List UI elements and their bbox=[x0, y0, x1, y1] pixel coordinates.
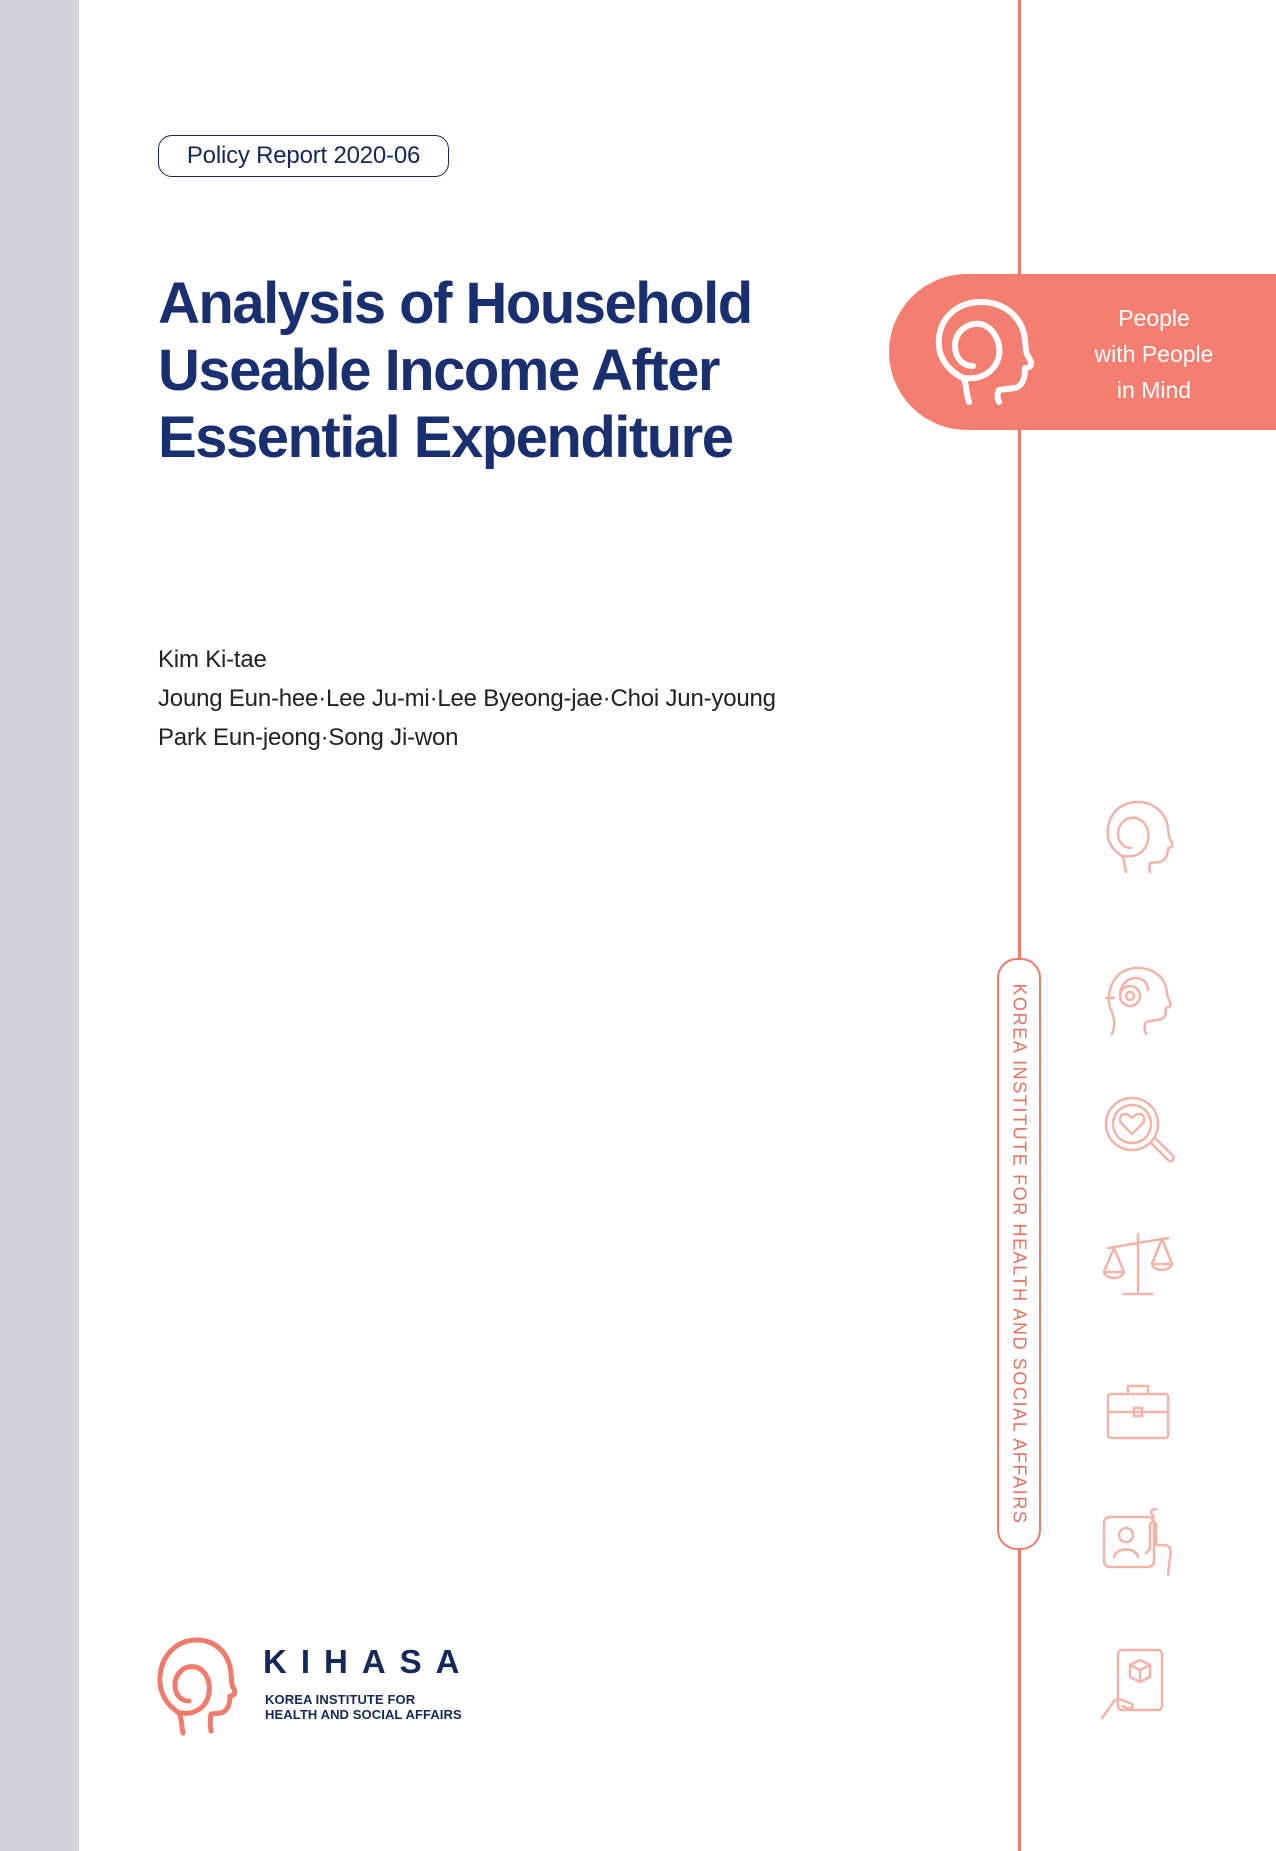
slogan-line-2: with People bbox=[1094, 341, 1214, 367]
logo-sub-line-1: KOREA INSTITUTE FOR bbox=[265, 1692, 416, 1707]
vertical-label-text: KOREA INSTITUTE FOR HEALTH AND SOCIAL AFFAIRS bbox=[1009, 983, 1030, 1525]
touch-screen-person-icon bbox=[1098, 1505, 1178, 1585]
logo-sub-line-2: HEALTH AND SOCIAL AFFAIRS bbox=[265, 1707, 462, 1722]
slogan-line-1: People bbox=[1118, 305, 1190, 331]
series-label: Policy Report 2020-06 bbox=[158, 135, 449, 177]
title-line-1: Analysis of Household bbox=[158, 271, 752, 336]
balance-scale-icon bbox=[1098, 1222, 1178, 1302]
heart-magnifier-icon bbox=[1098, 1090, 1178, 1170]
title-line-2: Useable Income After bbox=[158, 338, 719, 403]
head-profile-icon bbox=[1098, 796, 1178, 876]
author-line-2: Joung Eun-hee·Lee Ju-mi·Lee Byeong-jae·Choi Jun-young bbox=[158, 685, 776, 712]
author-line-3: Park Eun-jeong·Song Ji-won bbox=[158, 724, 459, 751]
slogan-pill bbox=[889, 274, 1276, 430]
title-line-3: Essential Expenditure bbox=[158, 405, 733, 470]
institute-vertical-label bbox=[997, 958, 1041, 1550]
head-profile-icon bbox=[925, 294, 1041, 410]
slogan-line-3: in Mind bbox=[1116, 377, 1192, 403]
logo-subtitle bbox=[265, 1692, 462, 1722]
slogan-text bbox=[1059, 300, 1249, 408]
kihasa-logo bbox=[155, 1635, 555, 1745]
logo-name: KIHASA bbox=[263, 1643, 474, 1680]
author-list bbox=[158, 640, 776, 757]
headset-person-icon bbox=[1098, 958, 1178, 1038]
left-gray-band bbox=[0, 0, 79, 1851]
report-title bbox=[158, 270, 958, 471]
kihasa-head-icon bbox=[155, 1635, 237, 1737]
briefcase-icon bbox=[1098, 1370, 1178, 1450]
author-line-1: Kim Ki-tae bbox=[158, 646, 267, 673]
hand-tablet-box-icon bbox=[1098, 1642, 1178, 1722]
